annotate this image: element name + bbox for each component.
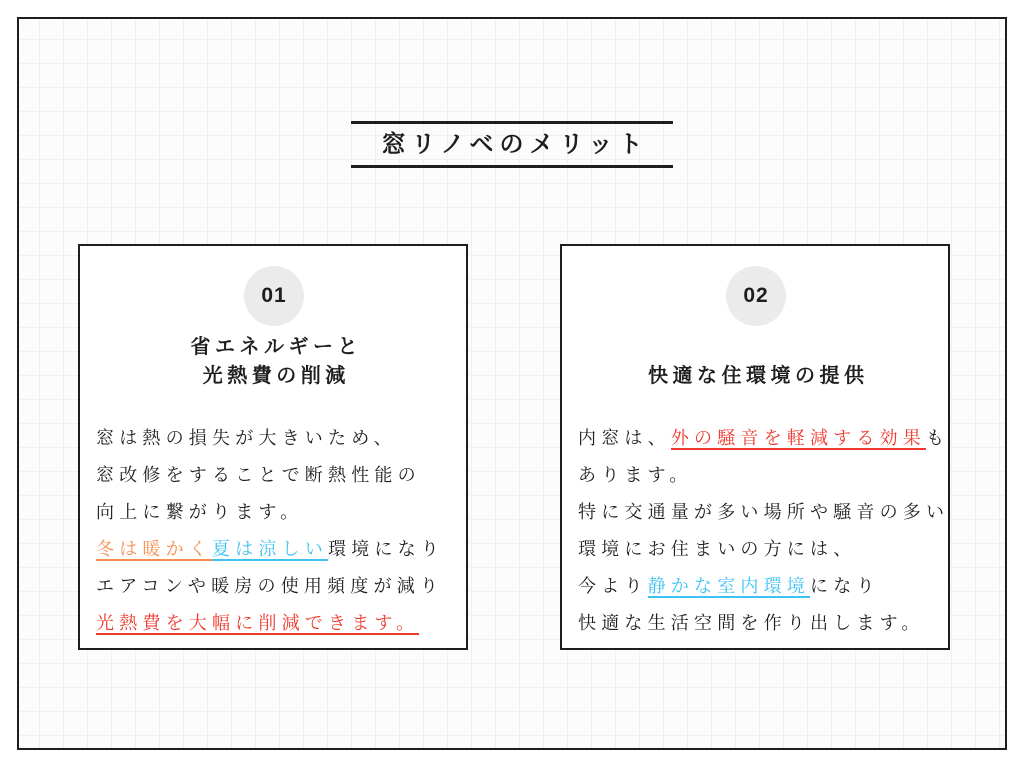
card-number-2: 02: [743, 284, 769, 307]
card-number-1: 01: [261, 284, 287, 307]
body-text: 向上に繋がります。: [96, 502, 304, 522]
card-heading-1: [186, 333, 362, 391]
body-text: あります。: [578, 465, 693, 485]
body-line: [96, 605, 444, 642]
heading-line: 快適な住環境の提供: [648, 365, 869, 387]
body-line: [96, 420, 444, 457]
body-text: になり: [810, 576, 880, 596]
highlighted-text-red: 光熱費を大幅に削減できます。: [96, 613, 420, 633]
body-line: [578, 420, 949, 457]
card-body-2: [578, 420, 949, 642]
highlighted-text-red: 外の騒音を軽減する効果: [670, 428, 927, 448]
body-line: [578, 605, 949, 642]
body-text: 今より: [578, 576, 648, 596]
body-text: 内窓は、: [578, 428, 671, 448]
benefit-cards-row: [78, 244, 950, 650]
highlighted-text-blue: 静かな室内環境: [647, 576, 811, 596]
body-line: [578, 568, 949, 605]
body-text: も: [926, 428, 950, 448]
body-line: [578, 457, 949, 494]
title-box: [351, 121, 673, 168]
page-title: 窓リノベのメリット: [381, 131, 649, 158]
benefit-card-2: [560, 244, 950, 650]
body-text: 窓改修をすることで断熱性能の: [96, 465, 421, 485]
body-text: 環境になり: [328, 539, 444, 559]
heading-line: 光熱費の削減: [202, 365, 350, 387]
body-text: エアコンや暖房の使用頻度が減り: [96, 576, 444, 596]
card-heading-2: [644, 333, 869, 391]
card-number-badge-2: [726, 266, 786, 326]
body-line: [96, 457, 444, 494]
body-text: 窓は熱の損失が大きいため、: [96, 428, 397, 448]
benefit-card-1: [78, 244, 468, 650]
body-line: [96, 568, 444, 605]
slide-frame: [17, 17, 1007, 750]
body-line: [578, 494, 949, 531]
body-line: [578, 531, 949, 568]
highlighted-text-blue: 夏は涼しい: [212, 539, 328, 559]
card-body-1: [96, 420, 444, 642]
card-number-badge-1: [244, 266, 304, 326]
heading-line: 省エネルギーと: [190, 336, 362, 358]
body-text: 環境にお住まいの方には、: [578, 539, 857, 559]
body-text: 快適な生活空間を作り出します。: [578, 613, 925, 633]
body-line: [96, 531, 444, 568]
highlighted-text-orange: 冬は暖かく: [96, 539, 212, 559]
body-line: [96, 494, 444, 531]
body-text: 特に交通量が多い場所や騒音の多い: [578, 502, 950, 522]
